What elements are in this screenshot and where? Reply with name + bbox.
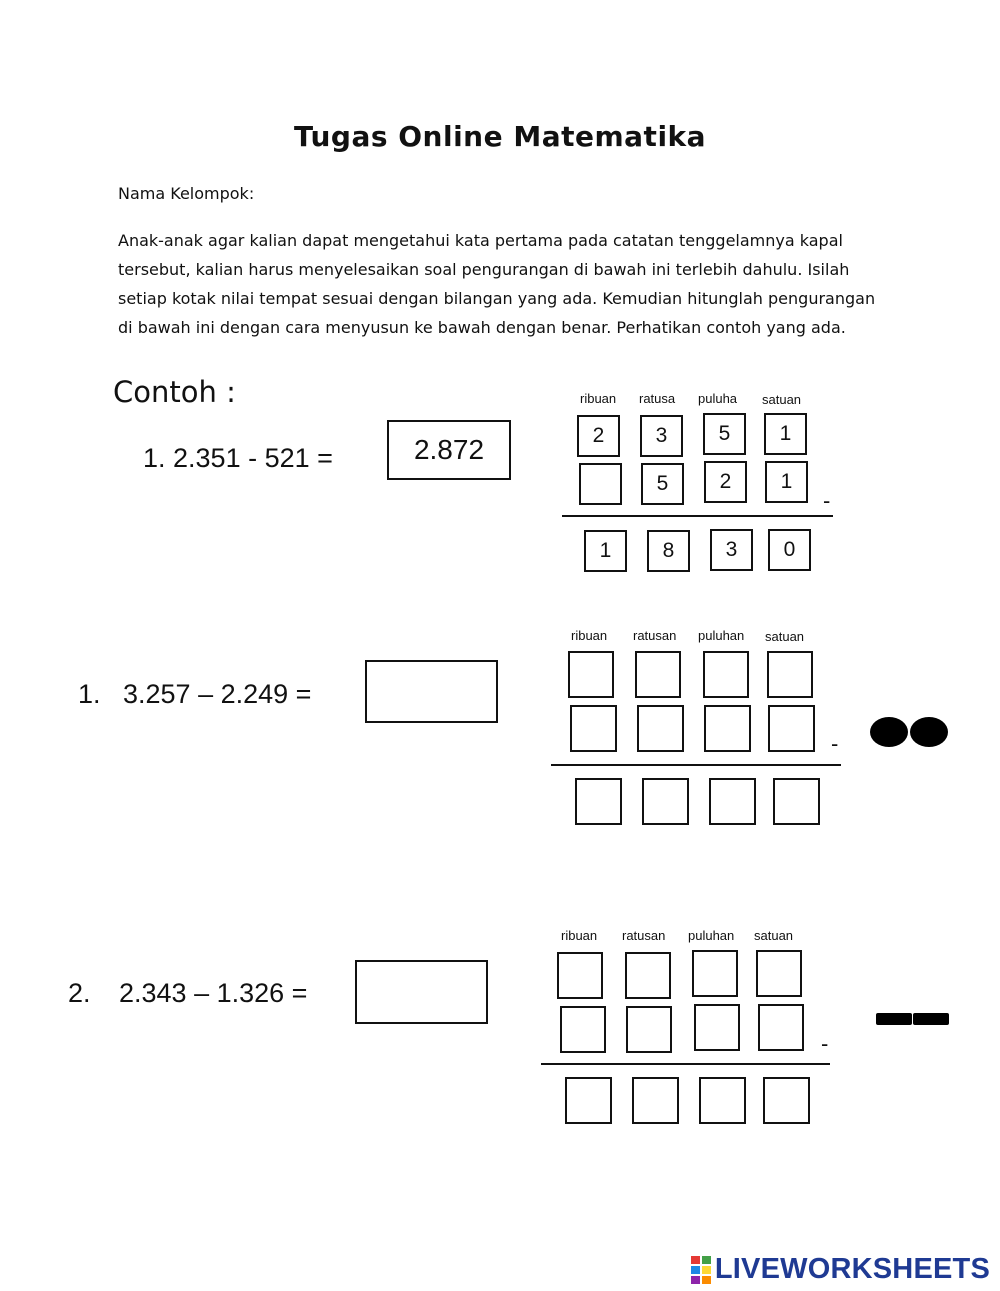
subtraction-line bbox=[562, 515, 833, 517]
problem-2-row1-ribuan[interactable] bbox=[557, 952, 603, 999]
problem-2-result-satuan[interactable] bbox=[763, 1077, 810, 1124]
example-expression: 1. 2.351 - 521 = bbox=[143, 443, 333, 473]
problem-2-row1-satuan[interactable] bbox=[756, 950, 802, 997]
problem-2-answer-input[interactable] bbox=[355, 960, 488, 1024]
problem-1-row1-ratusan[interactable] bbox=[635, 651, 681, 698]
example-result-puluhan: 3 bbox=[710, 529, 753, 571]
label-satuan: satuan bbox=[754, 928, 794, 943]
problem-1-row2-satuan[interactable] bbox=[768, 705, 815, 752]
instruction-line: setiap kotak nilai tempat sesuai dengan bilangan yang ada. Kemudian hitunglah pengurangan bbox=[118, 289, 876, 308]
label-ratusan: ratusan bbox=[622, 928, 666, 943]
label-satuan: satuan bbox=[765, 629, 805, 644]
instructions bbox=[118, 226, 898, 342]
example-row2-ribuan bbox=[579, 463, 622, 505]
logo-text: LIVEWORKSHEETS bbox=[714, 1253, 990, 1285]
label-ribuan: ribuan bbox=[571, 628, 608, 643]
example-row1-puluhan: 5 bbox=[703, 413, 746, 455]
problem-1-row1-satuan[interactable] bbox=[767, 651, 813, 698]
problem-2-expression: 2.343 – 1.326 = bbox=[119, 978, 308, 1008]
problem-1-result-ratusan[interactable] bbox=[642, 778, 689, 825]
dash-symbol bbox=[913, 1013, 949, 1025]
subtraction-line bbox=[541, 1063, 830, 1065]
problem-2-row2-ribuan[interactable] bbox=[560, 1006, 606, 1053]
problem-1-expression: 3.257 – 2.249 = bbox=[123, 679, 312, 709]
problem-1-result-ribuan[interactable] bbox=[575, 778, 622, 825]
label-puluhan: puluhan bbox=[698, 628, 745, 643]
minus-sign: - bbox=[821, 1031, 829, 1056]
page-title: Tugas Online Matematika bbox=[293, 120, 707, 153]
example-row2-puluhan: 2 bbox=[704, 461, 747, 503]
problem-1-answer-input[interactable] bbox=[365, 660, 498, 723]
problem-2-row2-satuan[interactable] bbox=[758, 1004, 804, 1051]
example-heading: Contoh : bbox=[113, 375, 236, 409]
problem-2-row1-puluhan[interactable] bbox=[692, 950, 738, 997]
problem-1-row1-ribuan[interactable] bbox=[568, 651, 614, 698]
instruction-line: di bawah ini dengan cara menyusun ke bawah dengan benar. Perhatikan contoh yang ada. bbox=[118, 318, 846, 337]
label-ratusan: ratusa bbox=[639, 391, 676, 406]
problem-2-row2-ratusan[interactable] bbox=[626, 1006, 672, 1053]
minus-sign: - bbox=[823, 488, 831, 513]
problem-1-result-satuan[interactable] bbox=[773, 778, 820, 825]
example-result-ratusan: 8 bbox=[647, 530, 690, 572]
nama-kelompok-label: Nama Kelompok: bbox=[118, 184, 255, 203]
label-satuan: satuan bbox=[762, 392, 802, 407]
problem-2-number: 2. bbox=[68, 978, 91, 1008]
minus-sign: - bbox=[831, 731, 839, 756]
example-row1-ratusan: 3 bbox=[640, 415, 683, 457]
instruction-line: Anak-anak agar kalian dapat mengetahui kata pertama pada catatan tenggelamnya kapal bbox=[118, 231, 843, 250]
dot-symbol bbox=[910, 717, 948, 747]
dot-symbol bbox=[870, 717, 908, 747]
problem-2-result-puluhan[interactable] bbox=[699, 1077, 746, 1124]
example-row2-ratusan: 5 bbox=[641, 463, 684, 505]
problem-2-result-ratusan[interactable] bbox=[632, 1077, 679, 1124]
label-ribuan: ribuan bbox=[561, 928, 598, 943]
example-row1-satuan: 1 bbox=[764, 413, 807, 455]
problem-1-row1-puluhan[interactable] bbox=[703, 651, 749, 698]
logo-blocks-icon bbox=[691, 1256, 711, 1284]
problem-2-row2-puluhan[interactable] bbox=[694, 1004, 740, 1051]
problem-2-result-ribuan[interactable] bbox=[565, 1077, 612, 1124]
problem-1-row2-puluhan[interactable] bbox=[704, 705, 751, 752]
label-puluhan: puluha bbox=[698, 391, 738, 406]
problem-1-row2-ratusan[interactable] bbox=[637, 705, 684, 752]
dash-symbol bbox=[876, 1013, 912, 1025]
example-row2-satuan: 1 bbox=[765, 461, 808, 503]
instruction-line: tersebut, kalian harus menyelesaikan soal pengurangan di bawah ini terlebih dahulu. Isilah bbox=[118, 260, 850, 279]
problem-1-row2-ribuan[interactable] bbox=[570, 705, 617, 752]
label-puluhan: puluhan bbox=[688, 928, 735, 943]
example-result-satuan: 0 bbox=[768, 529, 811, 571]
problem-1-number: 1. bbox=[78, 679, 101, 709]
example-row1-ribuan: 2 bbox=[577, 415, 620, 457]
problem-1-result-puluhan[interactable] bbox=[709, 778, 756, 825]
example-answer-box: 2.872 bbox=[387, 420, 511, 480]
label-ribuan: ribuan bbox=[580, 391, 617, 406]
problem-2-row1-ratusan[interactable] bbox=[625, 952, 671, 999]
liveworksheets-logo bbox=[691, 1253, 990, 1286]
label-ratusan: ratusan bbox=[633, 628, 677, 643]
subtraction-line bbox=[551, 764, 841, 766]
example-result-ribuan: 1 bbox=[584, 530, 627, 572]
